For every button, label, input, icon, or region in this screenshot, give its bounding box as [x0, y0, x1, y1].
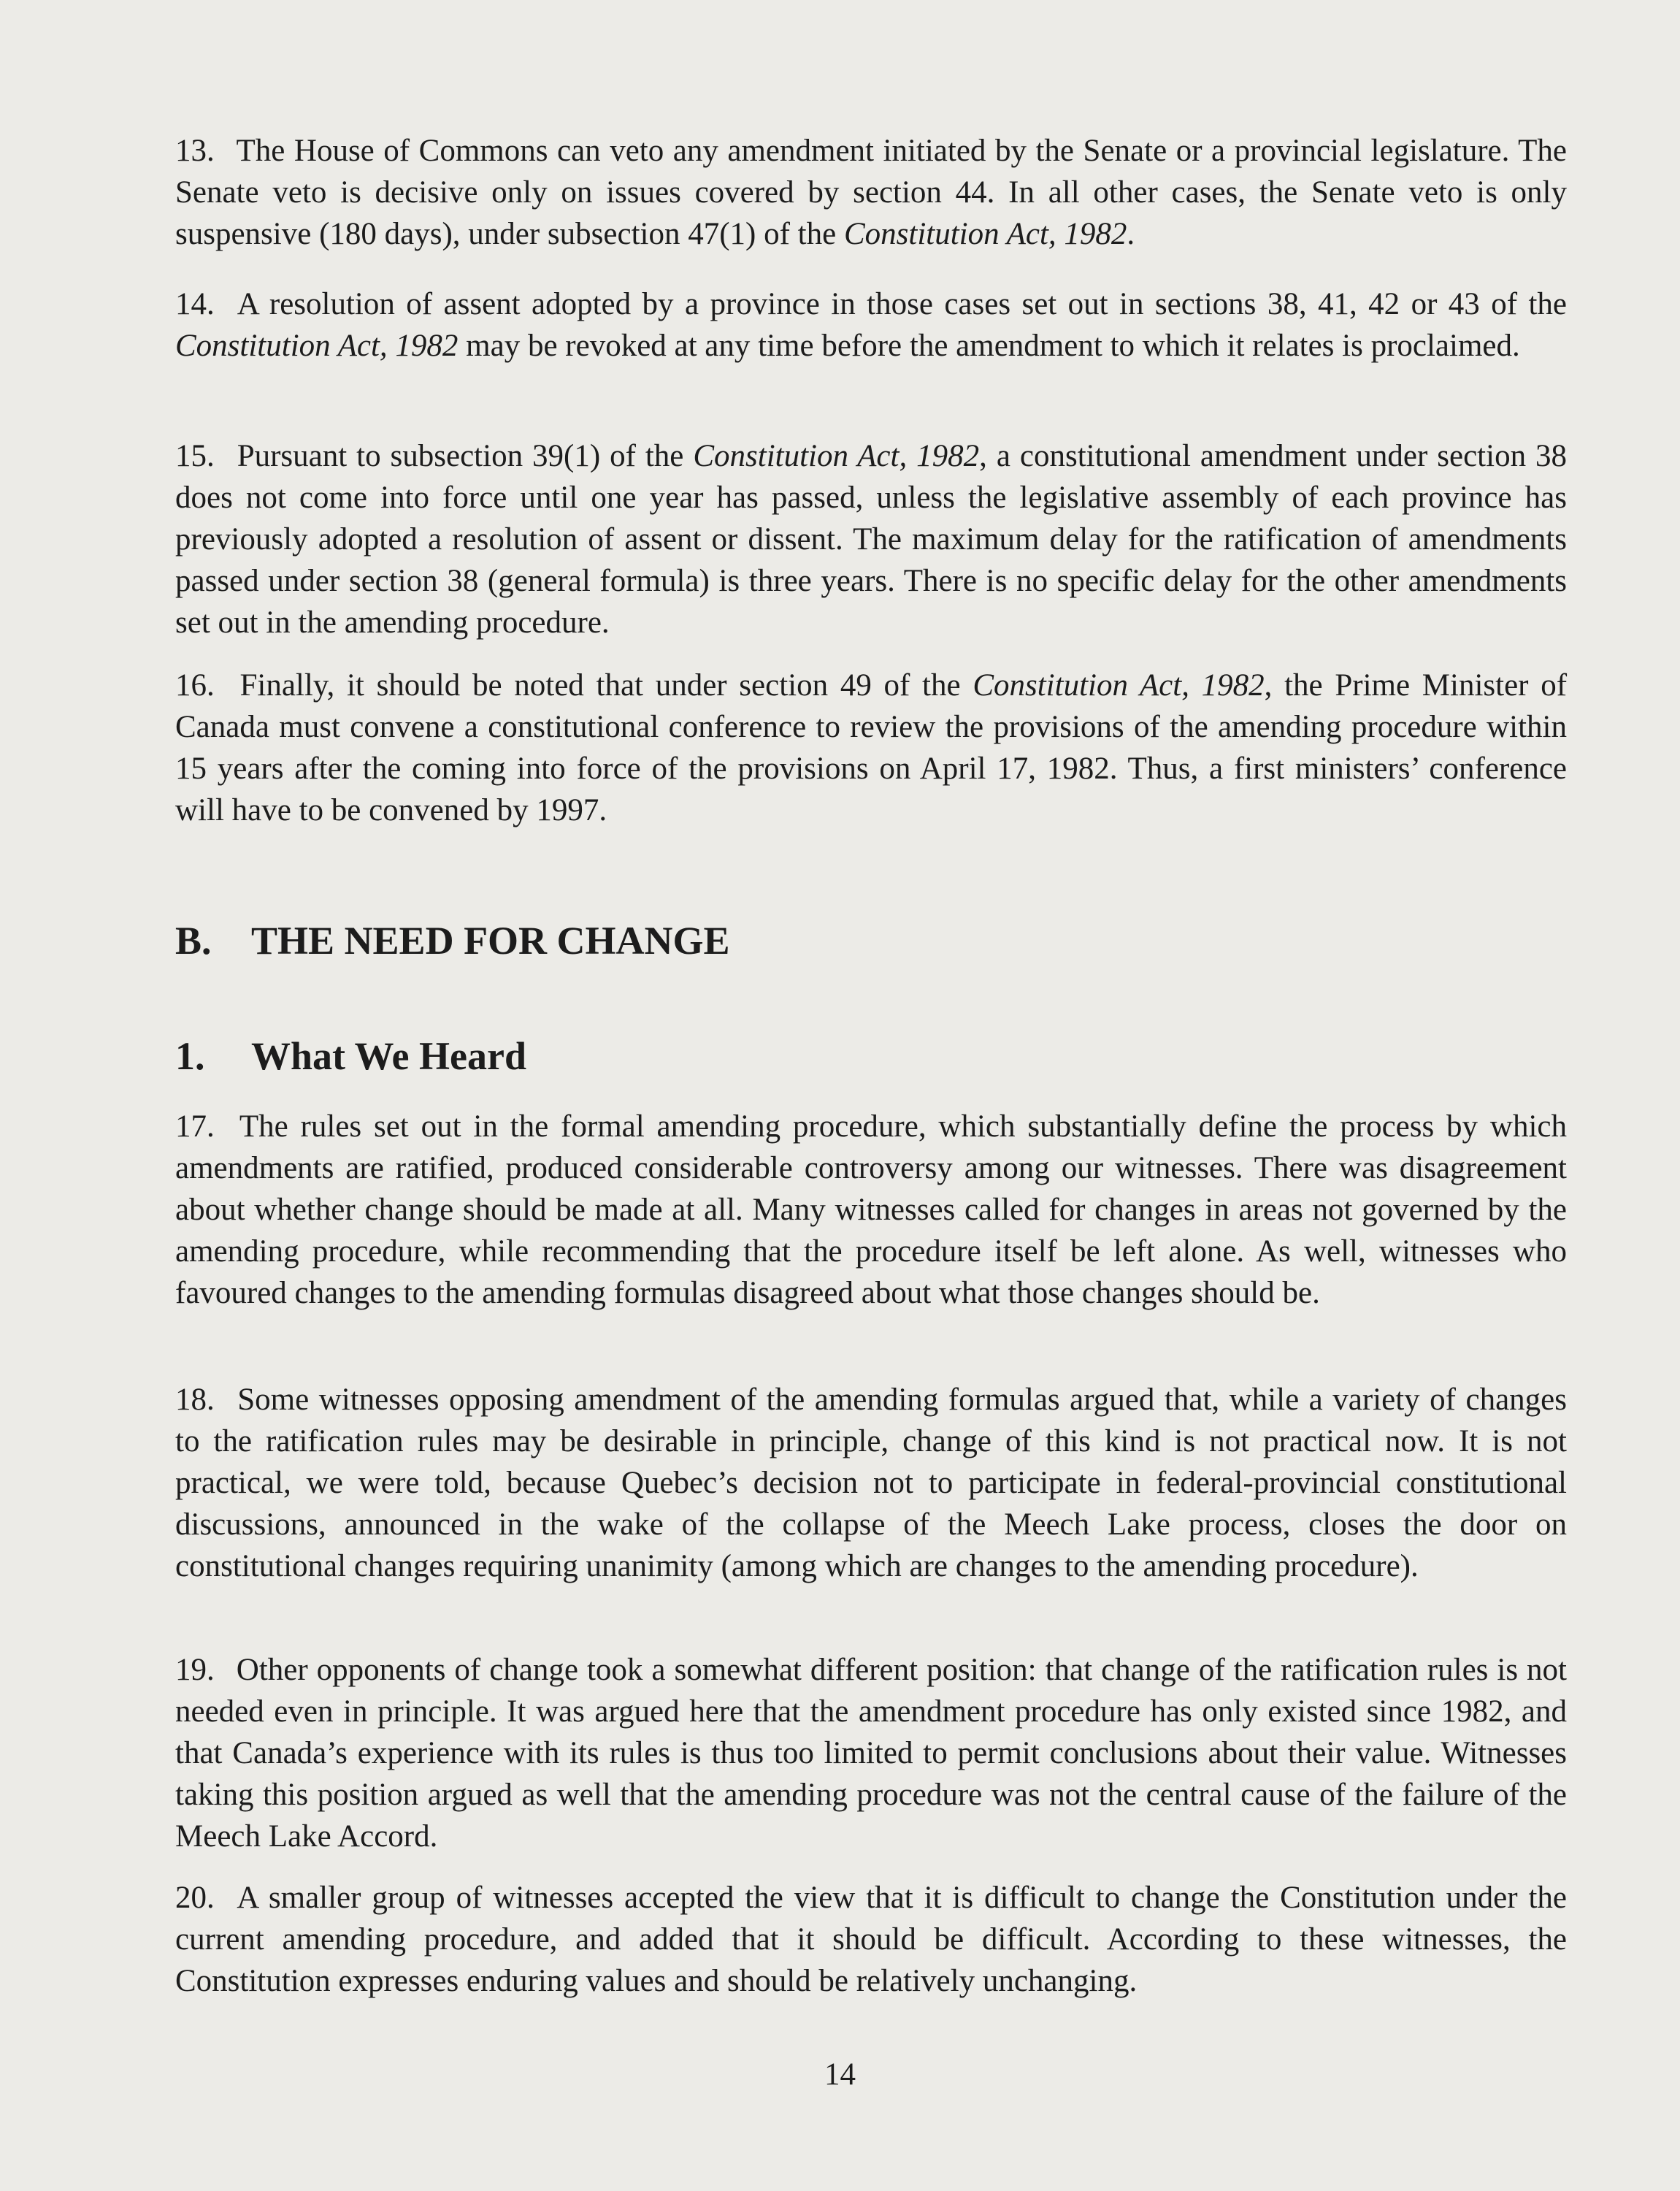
paragraph-18: [175, 1379, 1567, 1587]
heading-title: THE NEED FOR CHANGE: [251, 919, 730, 963]
paragraph-number: 13.: [175, 134, 215, 168]
paragraph-13: [175, 130, 1567, 255]
paragraph-text-after: , the Prime Minister of Canada must convene a constitutional conference to review the provisions of the amending procedure within 15 years after the coming into force of the provisions on April 17, 1982. Thus, a first ministers’ conference will have to be convened by 1997.: [175, 668, 1568, 827]
paragraph-17: [175, 1106, 1567, 1314]
paragraph-number: 16.: [175, 668, 215, 703]
page-number: 14: [824, 2057, 856, 2092]
paragraph-text-after: .: [1127, 217, 1135, 251]
paragraph-14: [175, 283, 1567, 367]
paragraph-text: Some witnesses opposing amendment of the amending formulas argued that, while a variety of changes to the ratification rules may be desirable in principle, change of this kind is not practical now. It is not practical, we were told, because Quebec’s decision not to participate in federal-provincial constitutional discussions, announced in the wake of the collapse of the Meech Lake process, closes the door on constitutional changes requiring unanimity (among which are changes to the amending procedure).: [175, 1383, 1567, 1583]
paragraph-number: 18.: [175, 1383, 215, 1417]
paragraph-number: 15.: [175, 439, 215, 473]
paragraph-number: 14.: [175, 287, 215, 321]
section-heading-b: [175, 919, 730, 963]
paragraph-text-before: Finally, it should be noted that under section 49 of the: [239, 668, 961, 703]
paragraph-19: [175, 1649, 1567, 1857]
paragraph-number: 17.: [175, 1109, 215, 1144]
act-title: Constitution Act, 1982: [973, 668, 1265, 703]
paragraph-number: 19.: [175, 1653, 215, 1687]
heading-number: B.: [175, 919, 212, 963]
paragraph-20: [175, 1877, 1567, 2002]
act-title: Constitution Act, 1982: [175, 329, 459, 363]
paragraph-text-after: , a constitutional amendment under section 38 does not come into force until one year has passed, unless the legislative assembly of each province has previously adopted a resolution of assent or dissent. The maximum delay for the ratification of amendments passed under section 38 (general formula) is three years. There is no specific delay for the other amendments set out in the amending procedure.: [175, 439, 1568, 640]
paragraph-text-before: Pursuant to subsection 39(1) of the: [237, 439, 684, 473]
paragraph-text-before: A resolution of assent adopted by a province in those cases set out in sections 38, 41, 42 or 43 of the: [237, 287, 1567, 321]
paragraph-number: 20.: [175, 1881, 215, 1915]
act-title: Constitution Act, 1982: [693, 439, 980, 473]
paragraph-text: The House of Commons can veto any amendment initiated by the Senate or a provincial legislature. The Senate veto is decisive only on issues covered by section 44. In all other cases, the Senate veto is only suspensive (180 days), under subsection 47(1) of the: [175, 134, 1567, 251]
paragraph-text: A smaller group of witnesses accepted the view that it is difficult to change the Constitution under the current amending procedure, and added that it should be difficult. According to these witnesses, the Constitution expresses enduring values and should be relatively unchanging.: [175, 1881, 1567, 1998]
heading-title: What We Heard: [251, 1034, 526, 1078]
act-title: Constitution Act, 1982: [843, 217, 1127, 251]
paragraph-text-after: may be revoked at any time before the amendment to which it relates is proclaimed.: [466, 329, 1520, 363]
heading-number: 1.: [175, 1034, 205, 1078]
paragraph-text: The rules set out in the formal amending procedure, which substantially define the process by which amendments are ratified, produced considerable controversy among our witnesses. There was disagreement about whether change should be made at all. Many witnesses called for changes in areas not governed by the amending procedure, while recommending that the procedure itself be left alone. As well, witnesses who favoured changes to the amending formulas disagreed about what those changes should be.: [175, 1109, 1567, 1310]
paragraph-15: [175, 435, 1567, 643]
subsection-heading-1: [175, 1034, 526, 1078]
paragraph-text: Other opponents of change took a somewhat different position: that change of the ratification rules is not needed even in principle. It was argued here that the amendment procedure has only existed since 1982, and that Canada’s experience with its rules is thus too limited to permit conclusions about their value. Witnesses taking this position argued as well that the amending procedure was not the central cause of the failure of the Meech Lake Accord.: [175, 1653, 1568, 1854]
paragraph-16: [175, 665, 1567, 831]
